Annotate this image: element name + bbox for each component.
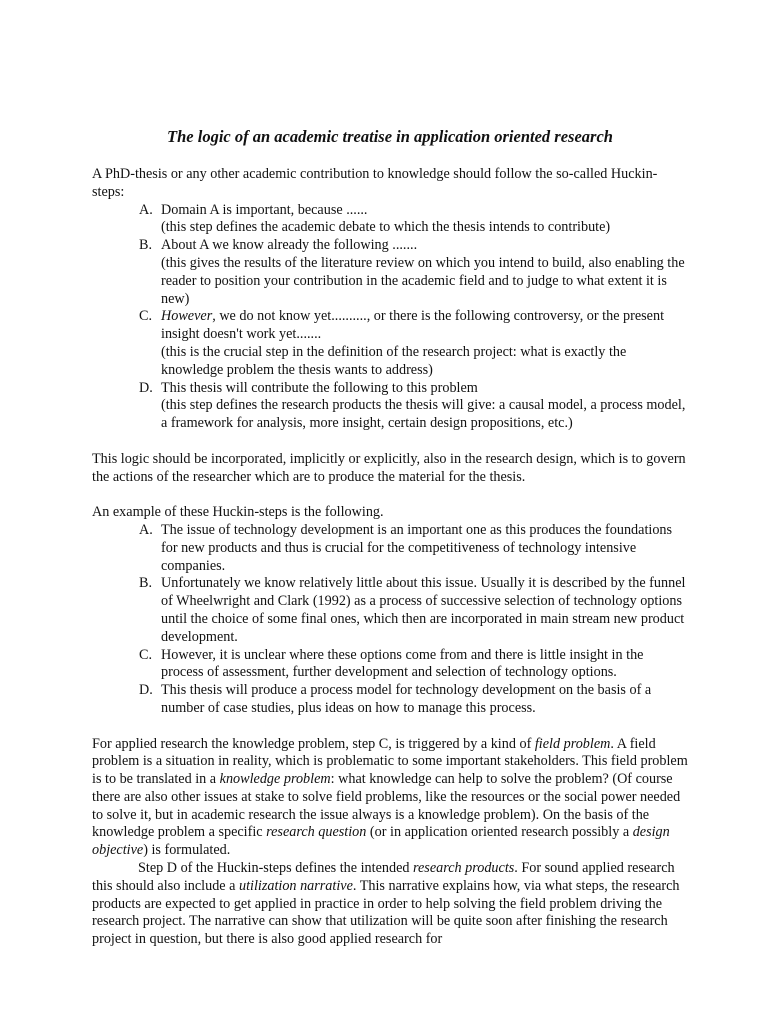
huckin-step-a [92,202,688,238]
list-marker: B. [139,237,153,254]
logic-paragraph: This logic should be incorporated, implicitly or explicitly, also in the research design, which is to govern the actions of the researcher which are to produce the material for the thesis. [92,450,686,485]
list-marker: C. [139,308,153,325]
list-marker: A. [139,521,153,538]
example-step-text: However, it is unclear where these options come from and there is little insight in the process of assessment, further development and selection of technology options. [161,646,644,681]
example-steps-list [92,522,688,718]
step-d-paragraph: Step D of the Huckin-steps defines the intended research products. For sound applied research this should also include a utilization narrative. This narrative explains how, via what steps, the research products are expected to get applied in practice in order to help solving the field problem driving the research project. The narrative can show that utilization will be quite soon after finishing the research project in question, but there is also good applied research for [92,860,680,948]
term-research-question: research question [266,824,367,841]
list-marker: A. [139,201,153,218]
example-step-text: This thesis will produce a process model for technology development on the basis of a number of case studies, plus ideas on how to manage this process. [161,682,652,716]
list-marker: D. [139,682,153,699]
step-detail: (this is the crucial step in the definition of the research project: what is exactly the knowledge problem the thesis wants to address) [161,343,627,378]
example-step-d [92,682,688,718]
step-statement: About A we know already the following ....... [161,237,418,254]
list-marker: B. [139,575,153,592]
applied-research-paragraph: For applied research the knowledge problem, step C, is triggered by a kind of field problem. A field problem is a situation in reality, which is problematic to some important stakeholders. This field problem is to be translated in a knowledge problem: what knowledge can help to solve the problem? (Of course there are also other issues at stake to solve field problems, like the resources or the social power needed to solve it, but in academic research the issue always is a knowledge problem). On the basis of the knowledge problem a specific research question (or in application oriented research possibly a design objective) is formulated. [92,735,688,859]
step-detail: (this step defines the research products the thesis will give: a causal model, a process model, a framework for analysis, more insight, certain design propositions, etc.) [161,397,686,432]
term-field-problem: field problem [534,735,611,752]
step-emphasis: However [161,308,213,325]
term-research-products: research products [413,860,515,877]
list-marker: C. [139,646,153,663]
step-statement: This thesis will contribute the following to this problem [161,379,478,396]
term-design-objective: design objective [92,824,670,859]
huckin-step-c [92,308,688,379]
intro-paragraph: A PhD-thesis or any other academic contribution to knowledge should follow the so-called Huckin-steps: [92,166,658,200]
step-statement: , we do not know yet.........., or there is the following controversy, or the present insight doesn't work yet....... [161,308,665,343]
example-step-c [92,647,688,683]
term-utilization-narrative: utilization narrative [238,877,353,894]
step-statement: Domain A is important, because ...... [161,201,368,218]
step-detail: (this gives the results of the literature review on which you intend to build, also enabling the reader to position your contribution in the academic field and to judge to what extent it is new) [161,254,685,307]
example-step-a [92,522,688,575]
huckin-step-b [92,237,688,308]
huckin-step-d [92,380,688,433]
term-knowledge-problem: knowledge problem [219,771,331,788]
document-title: The logic of an academic treatise in application oriented research [167,127,613,146]
example-step-b [92,575,688,646]
example-step-text: Unfortunately we know relatively little about this issue. Usually it is described by the funnel of Wheelwright and Clark (1992) as a process of successive selection of technology options until the choice of some final ones, which then are incorporated in main stream new product development. [161,575,686,645]
huckin-steps-list [92,202,688,433]
list-marker: D. [139,379,153,396]
step-detail: (this step defines the academic debate to which the thesis intends to contribute) [161,219,611,236]
example-intro: An example of these Huckin-steps is the following. [92,504,384,521]
example-step-text: The issue of technology development is an important one as this produces the foundations for new products and thus is crucial for the competitiveness of technology intensive companies. [161,521,673,574]
